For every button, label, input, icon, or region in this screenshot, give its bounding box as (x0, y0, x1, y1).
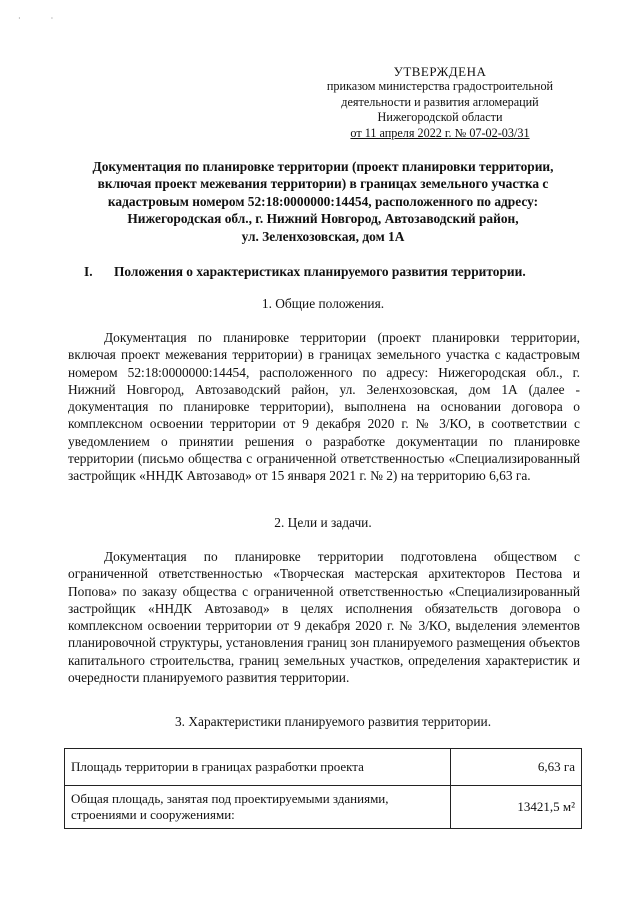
approval-heading: УТВЕРЖДЕНА (393, 64, 487, 79)
document-title (64, 158, 582, 245)
paragraph-general: Документация по планировке территории (проект планировки территории, включая проект межевания территории) в границах земельного участка с кадастровым номером 52:18:0000000:14454, расположенного по адресу: Нижегородская обл., г. Нижний Новгород, Автозаводский район, ул. Зеленхозовская, дом 1А (далее - документация по планировке территории), выполнена на основании договора о комплексном освоении территории от 9 декабря 2020 г. № 3/КО, в соответствии с уведомлением о принятии решения о разработке документации по планировке территории (письмо общества с ограниченной ответственностью «Специализированный застройщик «ННДК Автозавод» от 15 января 2021 г. № 2) на территорию 6,63 га. (68, 330, 580, 484)
title-line-1: Документация по планировке территории (проект планировки территории, (92, 159, 554, 174)
subheading-goals: 2. Цели и задачи. (274, 515, 372, 530)
subheading-characteristics: 3. Характеристики планируемого развития территории. (174, 714, 492, 729)
table-row (65, 749, 582, 786)
section-number: I. (84, 264, 93, 279)
table-row (65, 786, 582, 829)
title-line-3: кадастровым номером 52:18:0000000:14454, расположенного по адресу: (107, 193, 539, 209)
table-cell-value: 13421,5 м² (451, 786, 582, 829)
approval-date: от 11 апреля 2022 г. № 07-02-03/31 (350, 125, 530, 140)
title-line-4: Нижегородская обл., г. Нижний Новгород, Автозаводский район, (127, 211, 519, 227)
section-title: Положения о характеристиках планируемого развития территории. (114, 264, 526, 279)
scan-specks: · · (18, 14, 68, 23)
approval-line-3: Нижегородской области (377, 110, 503, 125)
table-cell-label: Общая площадь, занятая под проектируемыми зданиями, строениями и сооружениями: (65, 786, 451, 829)
title-line-5: ул. Зеленхозовская, дом 1А (241, 228, 405, 244)
table-cell-label: Площадь территории в границах разработки проекта (65, 749, 451, 786)
approval-line-2: деятельности и развития агломераций (341, 94, 539, 109)
table-cell-value: 6,63 га (451, 749, 582, 786)
section-heading (84, 264, 584, 280)
title-line-2: включая проект межевания территории) в границах земельного участка с (97, 176, 549, 192)
paragraph-goals: Документация по планировке территории подготовлена обществом с ограниченной ответственностью «Творческая мастерская архитекторов Пестова и Попова» по заказу общества с ограниченной ответственностью «Специализированный застройщик «ННДК Автозавод» в целях исполнения обязательств договора о комплексном освоении территории от 9 декабря 2020 г. № 3/КО, выделения элементов планировочной структуры, установления границ зон планируемого размещения объектов капитального строительства, границ земельных участков, определения характеристик и очередности планируемого развития территории. (68, 549, 580, 686)
characteristics-table (64, 748, 582, 829)
approval-stamp (318, 64, 562, 141)
subheading-general: 1. Общие положения. (261, 296, 385, 311)
approval-line-1: приказом министерства градостроительной (326, 79, 554, 94)
